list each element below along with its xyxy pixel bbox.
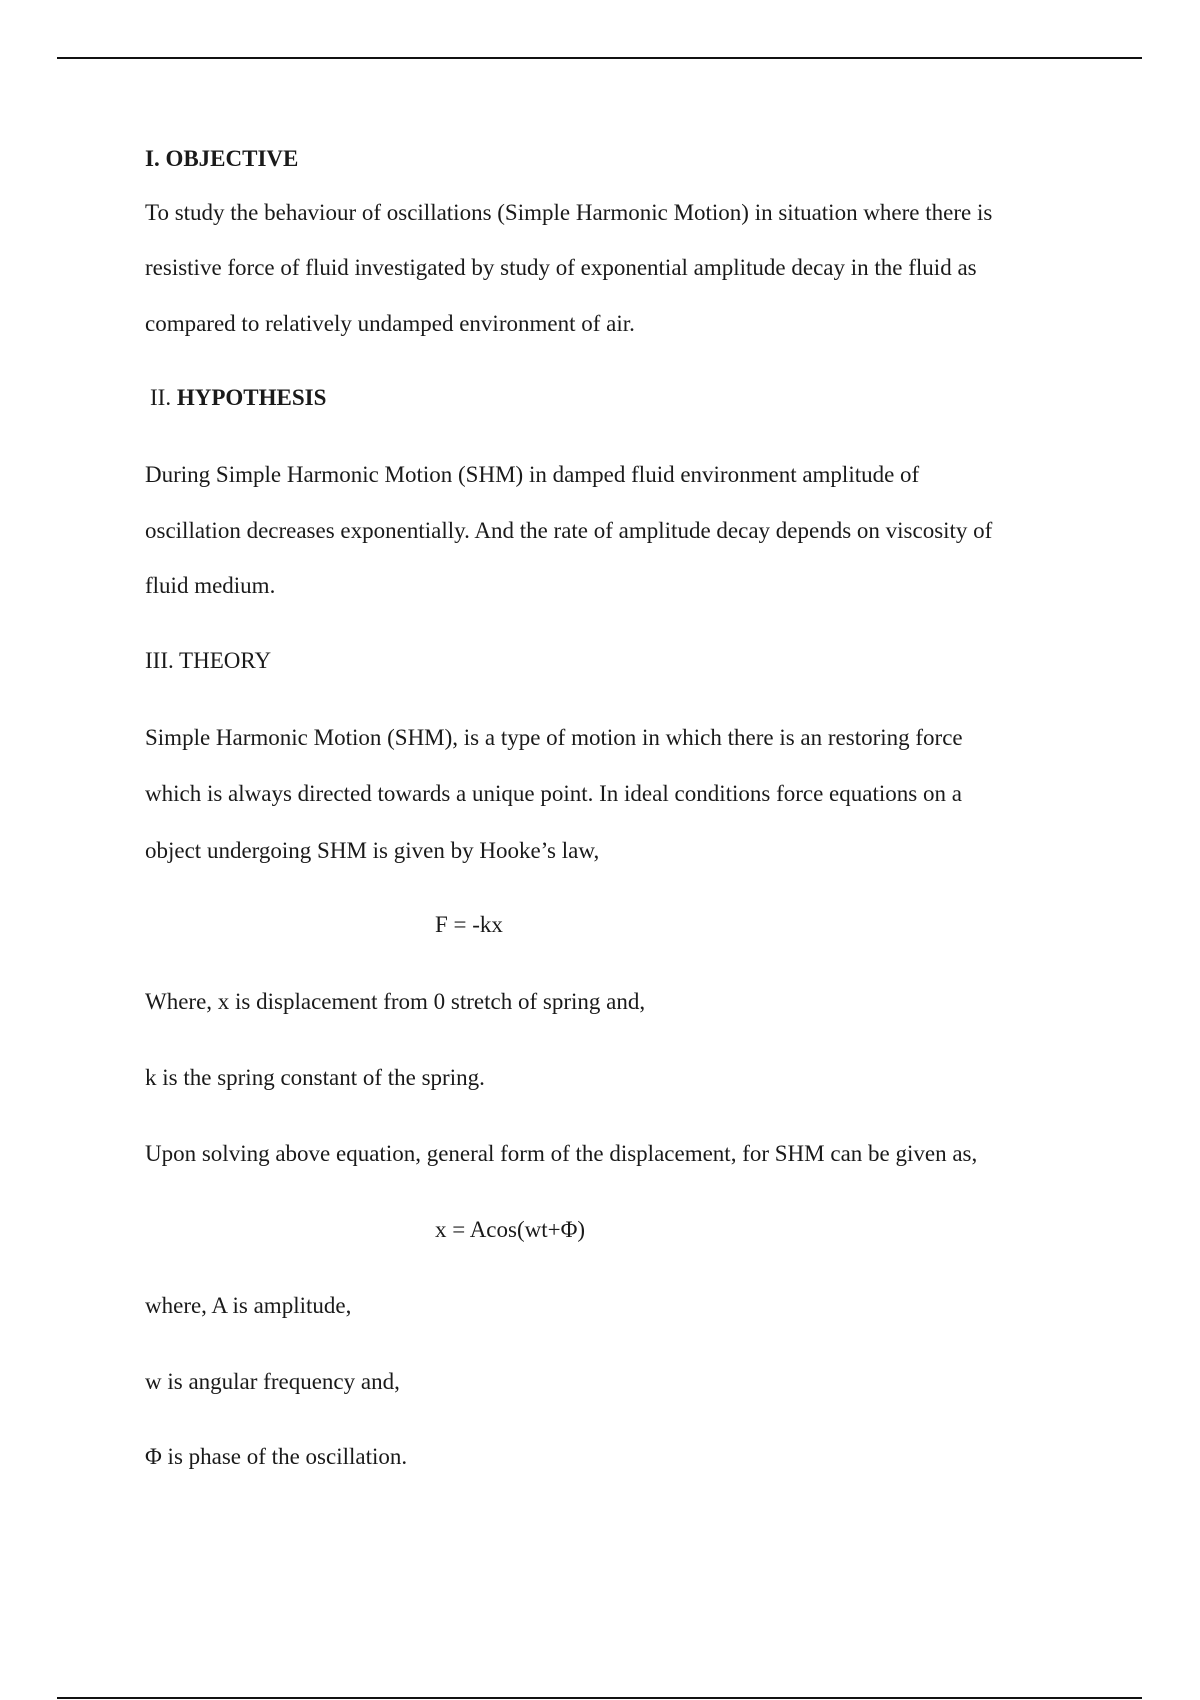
- objective-line-1: To study the behaviour of oscillations (Simple Harmonic Motion) in situation where there is: [145, 200, 993, 225]
- top-rule: [57, 57, 1142, 59]
- hypothesis-heading-number: II.: [150, 385, 172, 410]
- where-displacement: Where, x is displacement from 0 stretch of spring and,: [145, 989, 646, 1014]
- objective-line-3: compared to relatively undamped environment of air.: [145, 311, 635, 336]
- theory-intro-line-1: Simple Harmonic Motion (SHM), is a type of motion in which there is an restoring force: [145, 725, 963, 750]
- hypothesis-line-2: oscillation decreases exponentially. And the rate of amplitude decay depends on viscosity of: [145, 518, 993, 543]
- objective-heading: I. OBJECTIVE: [145, 146, 299, 171]
- equation-hookes-law: F = -kx: [435, 912, 503, 937]
- theory-intro-line-3: object undergoing SHM is given by Hooke’s law,: [145, 838, 600, 863]
- theory-heading: III. THEORY: [145, 648, 272, 673]
- hypothesis-heading: [150, 385, 326, 411]
- definition-phase: Φ is phase of the oscillation.: [145, 1444, 408, 1469]
- where-spring-constant: k is the spring constant of the spring.: [145, 1065, 485, 1090]
- bottom-rule: [57, 1697, 1142, 1699]
- definition-angular-frequency: w is angular frequency and,: [145, 1369, 400, 1394]
- hypothesis-heading-text: HYPOTHESIS: [176, 385, 327, 410]
- hypothesis-line-1: During Simple Harmonic Motion (SHM) in damped fluid environment amplitude of: [145, 462, 920, 487]
- theory-intro-line-2: which is always directed towards a unique point. In ideal conditions force equations on a: [145, 781, 962, 806]
- equation-displacement: x = Acos(wt+Φ): [435, 1217, 586, 1242]
- solving-statement: Upon solving above equation, general form of the displacement, for SHM can be given as,: [145, 1141, 978, 1166]
- objective-line-2: resistive force of fluid investigated by study of exponential amplitude decay in the fluid as: [145, 255, 977, 280]
- hypothesis-line-3: fluid medium.: [145, 573, 276, 598]
- definition-amplitude: where, A is amplitude,: [145, 1293, 352, 1318]
